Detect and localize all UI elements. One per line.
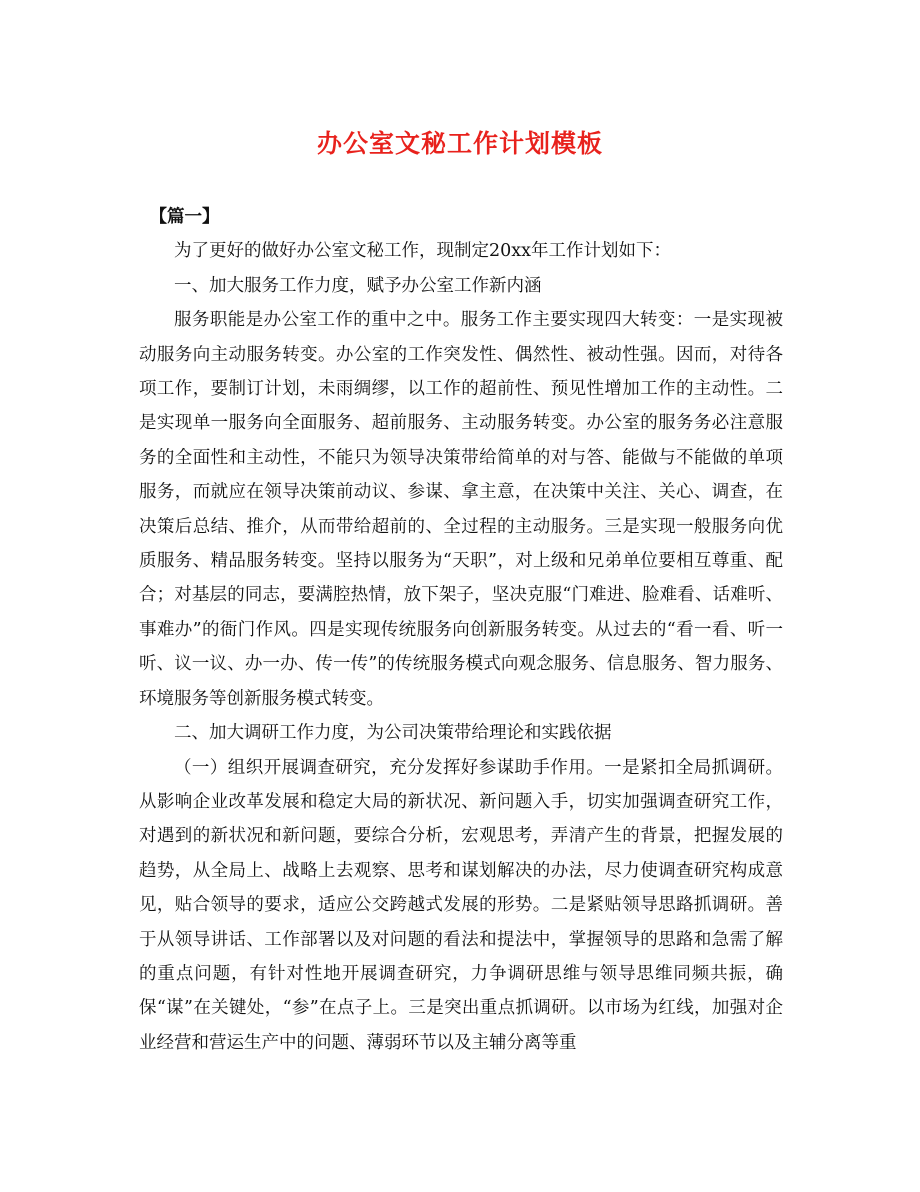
intro-paragraph: 为了更好的做好办公室文秘工作，现制定20xx年工作计划如下：: [174, 241, 672, 262]
body-paragraph: （一）组织开展调查研究，充分发挥好参谋助手作用。一是紧扣全局抓调研。从影响企业改革发展和稳定大局的新状况、新问题入手，切实加强调查研究工作，对遇到的新状况和新问题，要综合分析，宏观思考，弄清产生的背景，把握发展的趋势，从全局上、战略上去观察、思考和谋划解决的办法，尽力使调查研究构成意见，贴合领导的要求，适应公交跨越式发展的形势。二是紧贴领导思路抓调研。善于从领导讲话、工作部署以及对问题的看法和提法中，掌握领导的思路和急需了解的重点问题，有针对性地开展调查研究，力争调研思维与领导思维同频共振，确保“谋”在关键处，“参”在点子上。三是突出重点抓调研。以市场为红线，加强对企业经营和营运生产中的问题、薄弱环节以及主辅分离等重: [139, 757, 783, 1053]
body-paragraph: 服务职能是办公室工作的重中之中。服务工作主要实现四大转变：一是实现被动服务向主动服务转变。办公室的工作突发性、偶然性、被动性强。因而，对待各项工作，要制订计划，未雨绸缪，以工作的超前性、预见性增加工作的主动性。二是实现单一服务向全面服务、超前服务、主动服务转变。办公室的服务务必注意服务的全面性和主动性，不能只为领导决策带给简单的对与答、能做与不能做的单项服务，而就应在领导决策前动议、参谋、拿主意，在决策中关注、关心、调查，在决策后总结、推介，从而带给超前的、全过程的主动服务。三是实现一般服务向优质服务、精品服务转变。坚持以服务为“天职”，对上级和兄弟单位要相互尊重、配合；对基层的同志，要满腔热情，放下架子，坚决克服“门难进、脸难看、话难听、事难办”的衙门作风。四是实现传统服务向创新服务转变。从过去的“看一看、听一听、议一议、办一办、传一传”的传统服务模式向观念服务、信息服务、智力服务、环境服务等创新服务模式转变。: [139, 310, 783, 709]
document-body: [139, 200, 783, 1060]
section-label: 【篇一】: [149, 207, 220, 227]
heading-one: 一、加大服务工作力度，赋予办公室工作新内涵: [174, 275, 542, 296]
document-title: 办公室文秘工作计划模板: [316, 129, 603, 158]
heading-two: 二、加大调研工作力度，为公司决策带给理论和实践依据: [174, 723, 612, 744]
